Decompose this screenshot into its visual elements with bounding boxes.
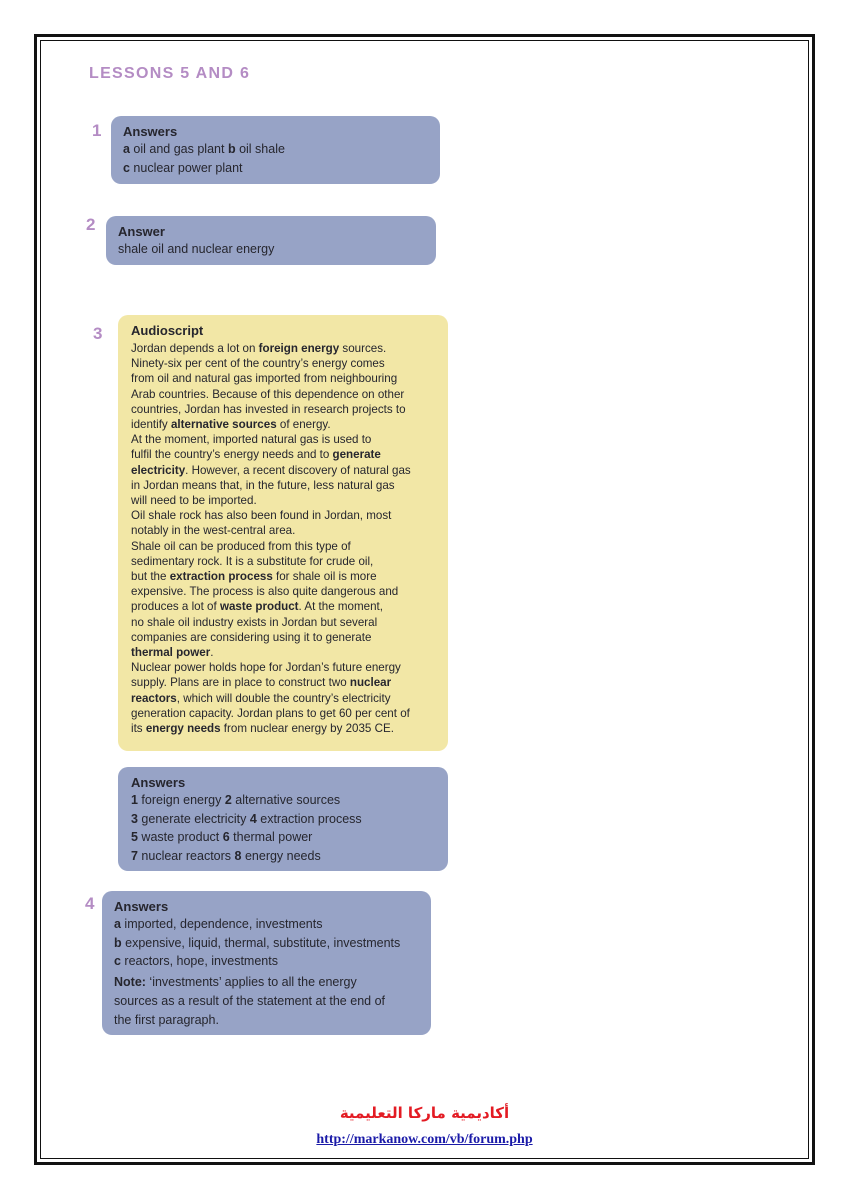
- text-line: the first paragraph.: [114, 1012, 219, 1027]
- question-number-3: 3: [93, 324, 103, 343]
- answers-header: Answers: [114, 899, 169, 914]
- bold-term: a: [114, 917, 121, 931]
- footer-academy-name: أكاديمية ماركا التعليمية: [339, 1104, 510, 1122]
- text-line: supply. Plans are in place to construct two nuclear: [131, 676, 392, 690]
- text-line: from oil and natural gas imported from neighbouring: [131, 372, 398, 386]
- text-line: c reactors, hope, investments: [114, 954, 278, 968]
- bold-term: 7: [131, 848, 138, 863]
- answer-header: Answer: [118, 224, 165, 239]
- bold-term: 1: [131, 793, 138, 807]
- footer-forum-link[interactable]: http://markanow.com/vb/forum.php: [316, 1132, 533, 1147]
- text-line: notably in the west-central area.: [131, 524, 296, 538]
- text-line: 3 generate electricity 4 extraction process: [131, 811, 362, 826]
- bold-term: Note:: [114, 974, 146, 989]
- bold-term: 3: [131, 811, 138, 826]
- bold-term: 8: [234, 848, 242, 863]
- text-line: At the moment, imported natural gas is used to: [131, 433, 372, 447]
- text-line: Nuclear power holds hope for Jordan’s future energy: [131, 661, 401, 675]
- answer-box-2: [106, 216, 436, 265]
- answer-text: shale oil and nuclear energy: [118, 242, 275, 256]
- bold-term: 2: [224, 793, 232, 807]
- audioscript-header: Audioscript: [131, 323, 204, 338]
- bold-term: foreign energy: [258, 342, 340, 355]
- question-number-2: 2: [86, 215, 96, 234]
- bold-term: waste product: [219, 600, 299, 614]
- question-number-1: 1: [92, 121, 102, 140]
- text-line: fulfil the country’s energy needs and to generate: [131, 448, 381, 462]
- question-number-4: 4: [85, 894, 95, 913]
- text-line: c nuclear power plant: [123, 160, 243, 175]
- text-line: no shale oil industry exists in Jordan but several: [131, 615, 378, 629]
- text-line: identify alternative sources of energy.: [131, 418, 331, 432]
- bold-term: c: [114, 954, 121, 968]
- bold-term: 5: [131, 830, 138, 844]
- bold-term: energy needs: [145, 722, 221, 736]
- text-line: electricity. However, a recent discovery of natural gas: [131, 463, 411, 477]
- text-line: Arab countries. Because of this dependence on other: [131, 387, 405, 401]
- bold-term: electricity: [131, 463, 186, 477]
- audioscript-paragraph: [131, 341, 435, 432]
- answers-header: Answers: [131, 775, 186, 790]
- bold-term: alternative sources: [170, 418, 277, 432]
- answer-note: [114, 973, 419, 1030]
- text-line: 7 nuclear reactors 8 energy needs: [131, 848, 321, 863]
- answers-box-4: [102, 891, 431, 1035]
- text-line: 1 foreign energy 2 alternative sources: [131, 793, 341, 807]
- footer-link-wrap: [0, 1130, 849, 1148]
- audioscript-paragraph: [131, 539, 435, 661]
- text-line: thermal power.: [131, 646, 214, 660]
- bold-term: thermal power: [131, 646, 211, 660]
- text-line: Shale oil can be produced from this type of: [131, 539, 351, 553]
- answer-lines: [123, 140, 428, 177]
- text-line: Oil shale rock has also been found in Jordan, most: [131, 509, 392, 523]
- page-title: LESSONS 5 AND 6: [89, 65, 251, 82]
- audioscript-paragraph: [131, 508, 435, 538]
- bold-term: a: [123, 142, 130, 156]
- audioscript-paragraph: [131, 660, 435, 736]
- answers-box-3: [118, 767, 448, 871]
- text-line: sedimentary rock. It is a substitute for crude oil,: [131, 554, 374, 568]
- answer-lines: [131, 791, 435, 865]
- text-line: a imported, dependence, investments: [114, 917, 323, 931]
- text-line: companies are considering using it to generate: [131, 630, 372, 644]
- text-line: generation capacity. Jordan plans to get 60 per cent of: [131, 706, 410, 720]
- bold-term: generate: [332, 448, 381, 462]
- audioscript-box: [118, 315, 448, 751]
- bold-term: reactors: [131, 691, 177, 705]
- bold-term: b: [114, 935, 122, 950]
- audioscript-paragraph: [131, 432, 435, 508]
- text-line: Note: ‘investments’ applies to all the energy: [114, 974, 357, 989]
- text-line: sources as a result of the statement at the end of: [114, 993, 385, 1008]
- text-line: countries, Jordan has invested in research projects to: [131, 402, 406, 416]
- bold-term: 4: [249, 811, 257, 826]
- text-line: b expensive, liquid, thermal, substitute, investments: [114, 935, 401, 950]
- text-line: produces a lot of waste product. At the moment,: [131, 600, 383, 614]
- text-line: reactors, which will double the country’s electricity: [131, 691, 391, 705]
- answer-lines: [114, 915, 419, 971]
- text-line: 5 waste product 6 thermal power: [131, 830, 313, 844]
- text-line: a oil and gas plant b oil shale: [123, 142, 285, 156]
- bold-term: c: [123, 160, 130, 175]
- text-line: Jordan depends a lot on foreign energy sources.: [131, 342, 387, 355]
- answers-header: Answers: [123, 124, 178, 139]
- text-line: but the extraction process for shale oil is more: [131, 570, 377, 584]
- bold-term: nuclear: [349, 676, 392, 690]
- text-line: expensive. The process is also quite dangerous and: [131, 585, 399, 599]
- audioscript-text: [131, 341, 435, 736]
- answers-box-1: [111, 116, 440, 184]
- text-line: Ninety-six per cent of the country’s energy comes: [131, 357, 385, 371]
- text-line: in Jordan means that, in the future, less natural gas: [131, 478, 395, 492]
- bold-term: b: [227, 142, 236, 156]
- bold-term: 6: [222, 830, 230, 844]
- text-line: will need to be imported.: [131, 494, 257, 508]
- text-line: its energy needs from nuclear energy by 2035 CE.: [131, 722, 394, 736]
- bold-term: extraction process: [169, 570, 273, 584]
